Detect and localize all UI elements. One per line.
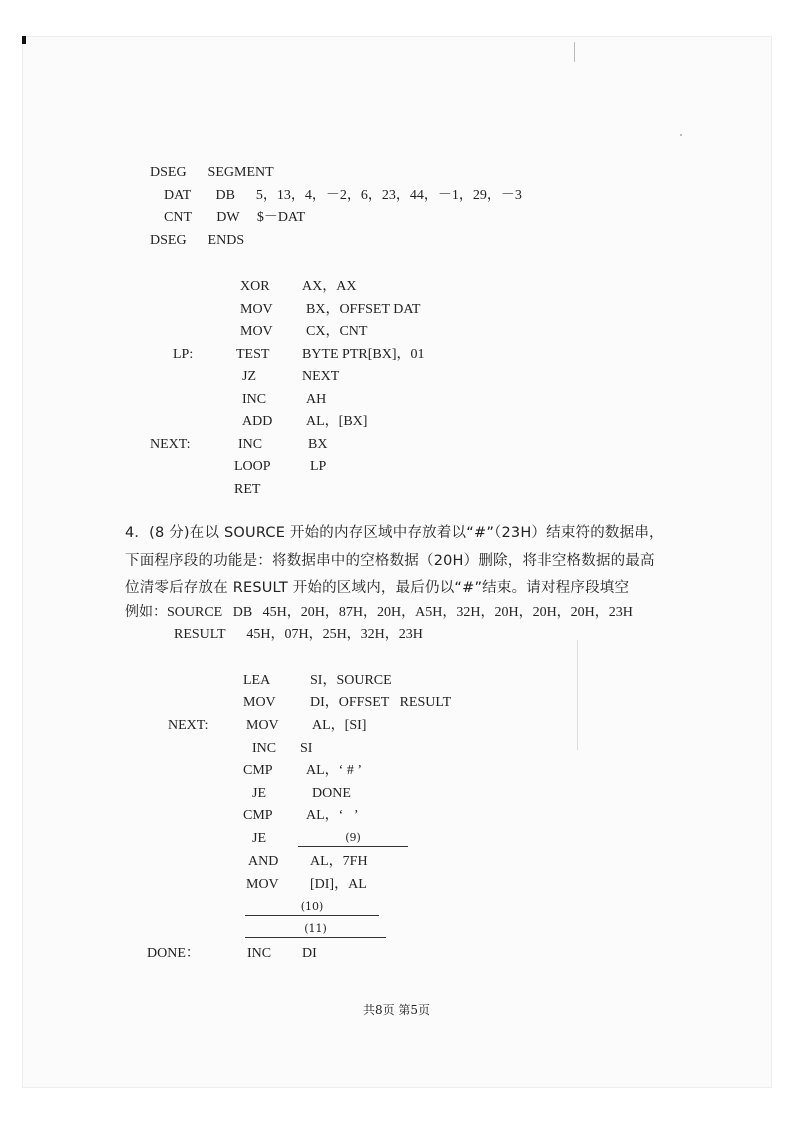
q4-example-result: RESULT 45H，07H，25H，32H，23H xyxy=(174,627,423,642)
code-args: SI xyxy=(300,741,313,756)
code-op: MOV xyxy=(243,695,276,710)
q4-paragraph-line1: 4．(8 分)在以 SOURCE 开始的内存区域中存放着以“#”（23H）结束符的数据串， xyxy=(125,525,664,541)
page-footer: 共8页 第5页 xyxy=(362,1003,431,1017)
code-label: DONE： xyxy=(147,946,200,961)
dat-line: DAT DB 5，13，4，－2，6，23，44，－1，29，－3 xyxy=(164,188,522,203)
code-args: DI，OFFSET RESULT xyxy=(310,695,452,710)
code-op: MOV xyxy=(240,324,273,339)
code-args: AL，[BX] xyxy=(306,414,368,429)
code-op: TEST xyxy=(236,347,270,362)
fill-blank-11[interactable]: (11) xyxy=(245,921,386,938)
dseg-ends-line: DSEG ENDS xyxy=(150,233,245,248)
code-op: JE xyxy=(252,786,266,801)
fill-blank-10[interactable]: (10) xyxy=(245,899,379,916)
code-op: CMP xyxy=(243,763,273,778)
code-args: LP xyxy=(310,459,327,474)
code-op: JE xyxy=(252,831,266,846)
code-op: LOOP xyxy=(234,459,271,474)
code-op: INC xyxy=(238,437,263,452)
scan-corner-mark xyxy=(22,36,26,44)
code-op: CMP xyxy=(243,808,273,823)
code-args: DONE xyxy=(312,786,351,801)
q4-paragraph-line2: 下面程序段的功能是：将数据串中的空格数据（20H）删除，将非空格数据的最高 xyxy=(125,553,655,569)
code-args: AL，7FH xyxy=(310,854,368,869)
cnt-line: CNT DW $－DAT xyxy=(164,210,306,225)
code-args: BX，OFFSET DAT xyxy=(306,302,421,317)
code-label: NEXT: xyxy=(168,718,209,733)
code-op: INC xyxy=(242,392,267,407)
code-op: INC xyxy=(252,741,277,756)
code-args: AL，[SI] xyxy=(312,718,367,733)
scan-speck xyxy=(577,640,578,750)
code-args: NEXT xyxy=(302,369,340,384)
code-label: LP: xyxy=(173,347,194,362)
code-op: JZ xyxy=(242,369,256,384)
code-op: MOV xyxy=(246,877,279,892)
code-args: DI xyxy=(302,946,317,961)
scan-speck xyxy=(680,134,682,136)
code-args: AH xyxy=(306,392,327,407)
code-args: BX xyxy=(308,437,328,452)
code-args: AX，AX xyxy=(302,279,357,294)
q4-example-source: 例如：SOURCE DB 45H，20H，87H，20H，A5H，32H，20H，20H，20H，23H xyxy=(125,605,633,620)
code-label: NEXT: xyxy=(150,437,191,452)
code-op: RET xyxy=(234,482,261,497)
code-args: AL，‘ ’ xyxy=(306,808,359,823)
code-args: BYTE PTR[BX]，01 xyxy=(302,347,425,362)
code-op: ADD xyxy=(242,414,273,429)
code-op: LEA xyxy=(243,673,271,688)
code-args: SI，SOURCE xyxy=(310,673,392,688)
code-op: MOV xyxy=(240,302,273,317)
fill-blank-9[interactable]: (9) xyxy=(298,830,408,847)
dseg-segment-line: DSEG SEGMENT xyxy=(150,165,274,180)
q4-paragraph-line3: 位清零后存放在 RESULT 开始的区域内，最后仍以“#”结束。请对程序段填空 xyxy=(125,580,630,596)
code-args: [DI]，AL xyxy=(310,877,367,892)
code-args: CX，CNT xyxy=(306,324,368,339)
code-op: XOR xyxy=(240,279,270,294)
code-op: INC xyxy=(247,946,272,961)
code-op: MOV xyxy=(246,718,279,733)
code-args: AL，‘ # ’ xyxy=(306,763,362,778)
scan-speck xyxy=(574,42,575,62)
code-op: AND xyxy=(248,854,279,869)
